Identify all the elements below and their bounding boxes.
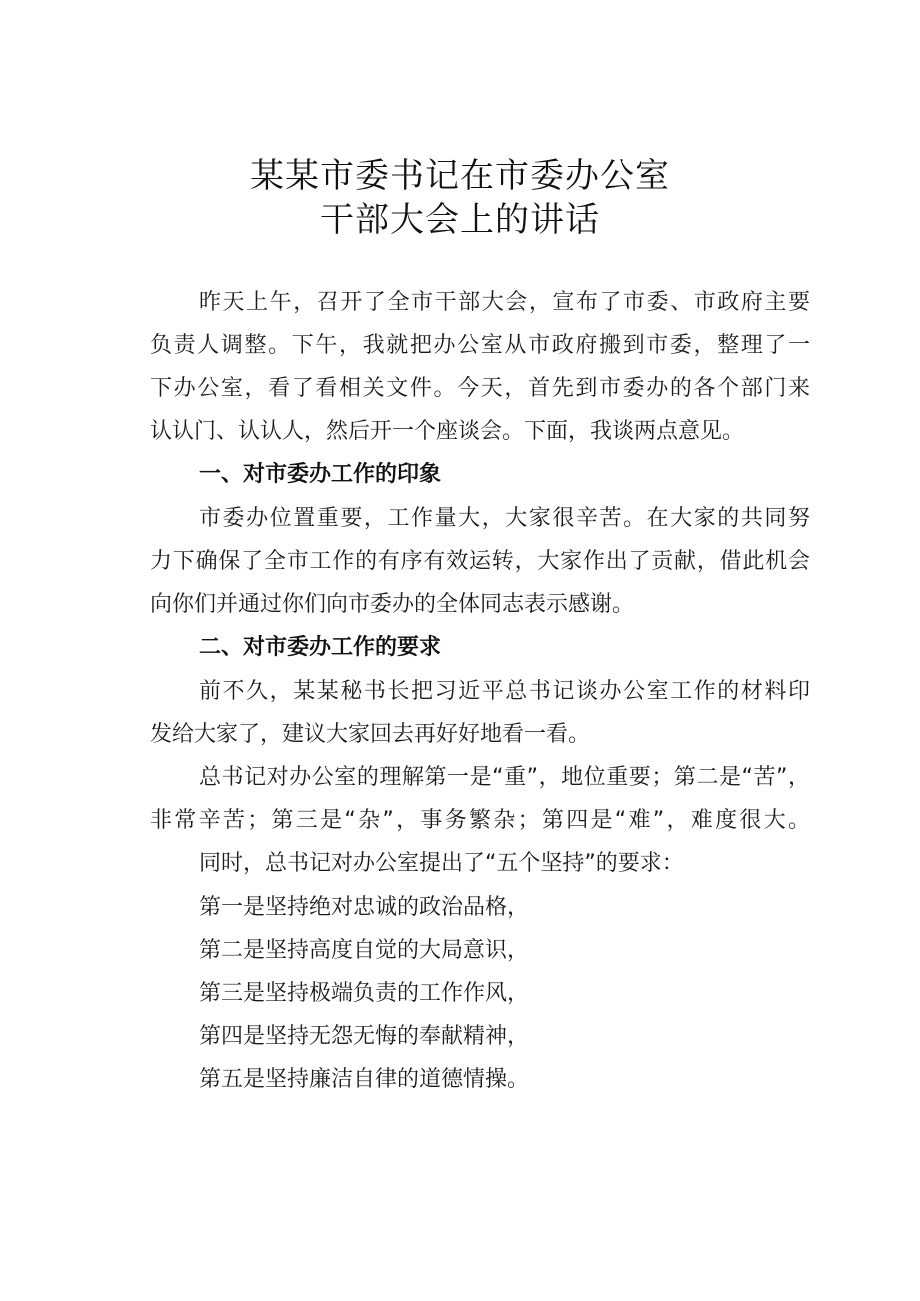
paragraph-3-line-1: 前不久，某某秘书长把习近平总书记谈办公室工作的材料印	[199, 679, 810, 704]
list-item-1: 第一是坚持绝对忠诚的政治品格，	[199, 895, 530, 920]
document-title-line-1: 某某市委书记在市委办公室	[250, 156, 670, 196]
list-item-3: 第三是坚持极端负责的工作作风，	[199, 981, 530, 1006]
paragraph-3-line-2: 发给大家了，建议大家回去再好好地看一看。	[150, 722, 591, 747]
paragraph-5: 同时，总书记对办公室提出了“五个坚持”的要求：	[199, 851, 684, 876]
paragraph-1-line-2: 负责人调整。下午，我就把办公室从市政府搬到市委，整理了一	[150, 333, 810, 358]
list-item-5: 第五是坚持廉洁自律的道德情操。	[199, 1067, 530, 1092]
paragraph-1-line-4: 认认门、认认人，然后开一个座谈会。下面，我谈两点意见。	[150, 419, 745, 444]
paragraph-1-line-1: 昨天上午，召开了全市干部大会，宣布了市委、市政府主要	[199, 290, 810, 315]
paragraph-2-line-1: 市委办位置重要，工作量大，大家很辛苦。在大家的共同努	[199, 506, 810, 531]
paragraph-4-line-1: 总书记对办公室的理解第一是“重”，地位重要；第二是“苦”，	[199, 765, 810, 790]
section-heading-2: 二、对市委办工作的要求	[199, 635, 442, 660]
paragraph-2-line-3: 向你们并通过你们向市委办的全体同志表示感谢。	[150, 592, 635, 617]
list-item-4: 第四是坚持无怨无悔的奉献精神，	[199, 1024, 530, 1049]
document-title-line-2: 干部大会上的讲话	[320, 200, 600, 240]
paragraph-2-line-2: 力下确保了全市工作的有序有效运转，大家作出了贡献，借此机会	[150, 549, 810, 574]
section-heading-1: 一、对市委办工作的印象	[199, 462, 442, 487]
paragraph-1-line-3: 下办公室，看了看相关文件。今天，首先到市委办的各个部门来	[150, 376, 810, 401]
list-item-2: 第二是坚持高度自觉的大局意识，	[199, 938, 530, 963]
paragraph-4-line-2: 非常辛苦；第三是“杂”，事务繁杂；第四是“难”，难度很大。	[150, 808, 810, 833]
